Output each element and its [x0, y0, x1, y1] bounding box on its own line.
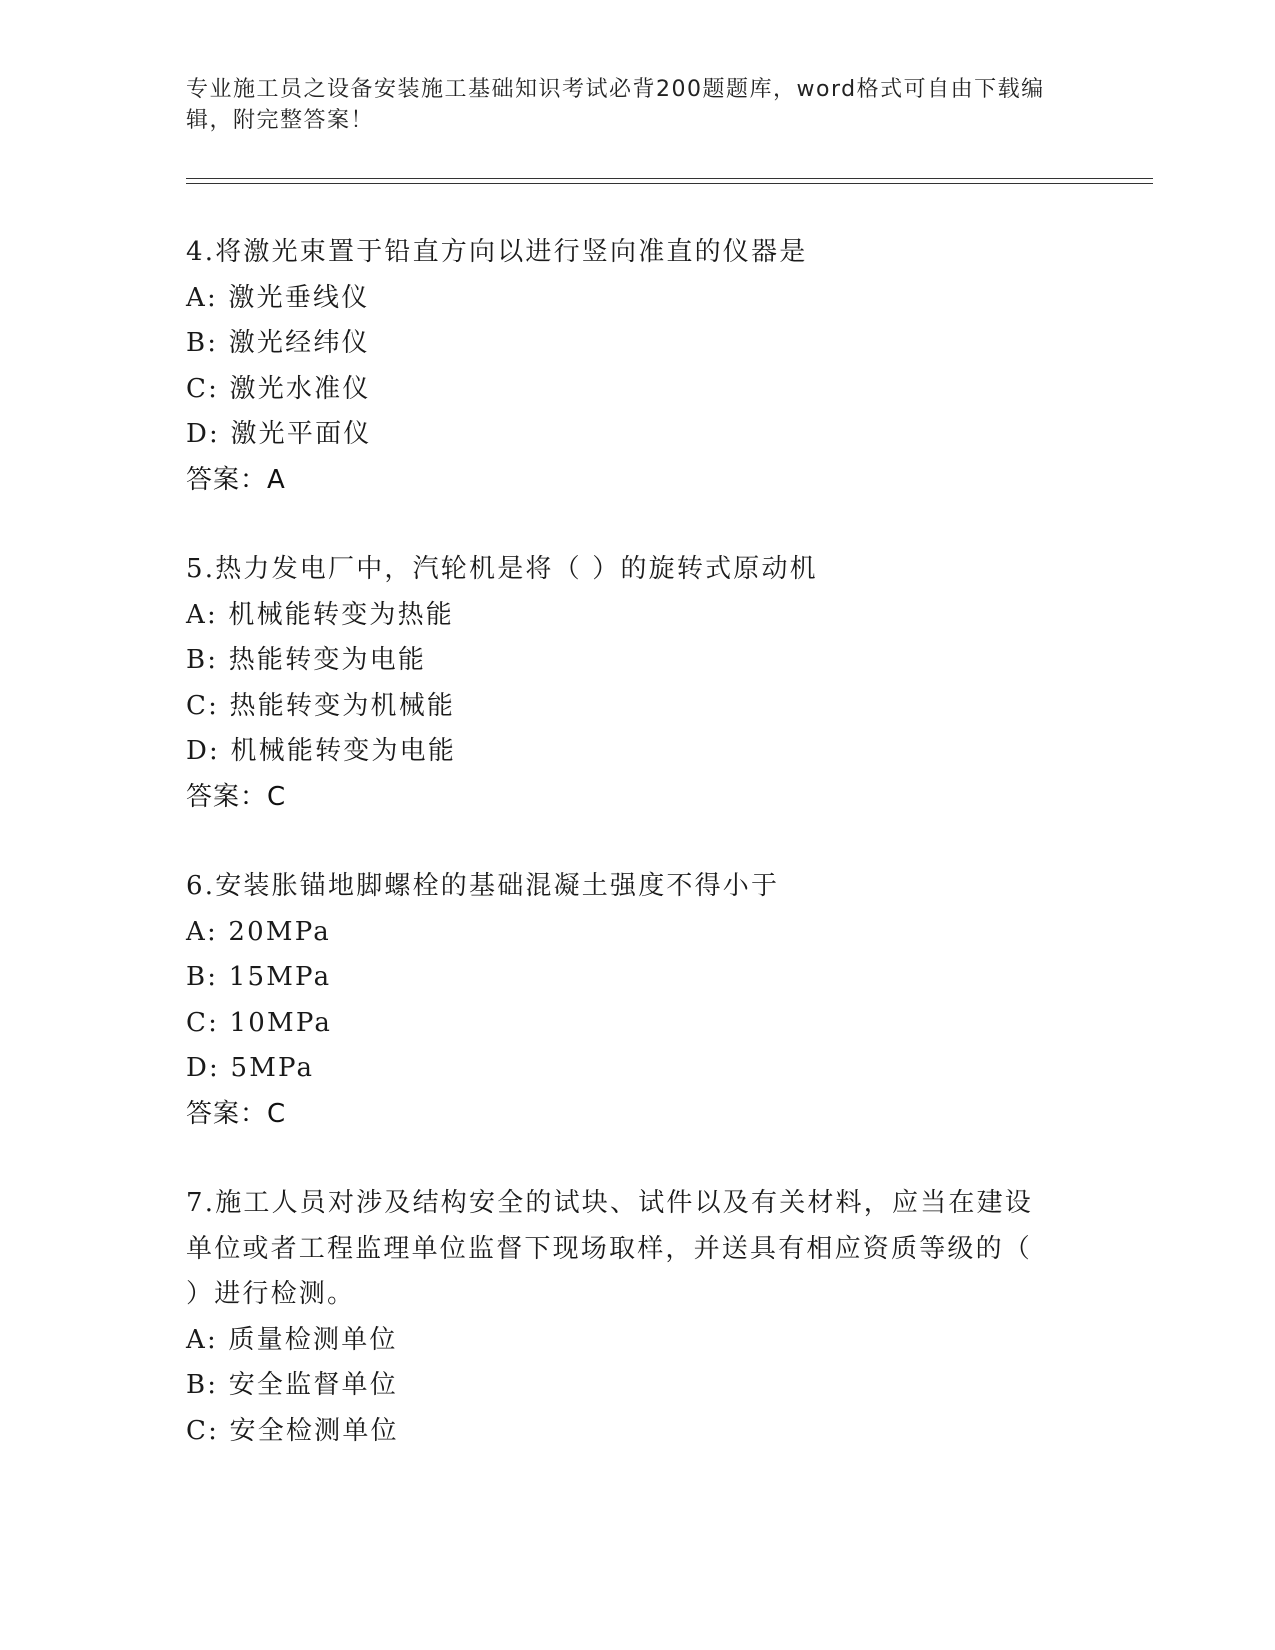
question-item — [186, 864, 1086, 1137]
option-b: B: 安全监督单位 — [186, 1370, 398, 1400]
option-c: C: 热能转变为机械能 — [186, 690, 456, 721]
question-list — [186, 230, 1086, 1498]
question-item — [186, 230, 1086, 503]
option-d: D: 激光平面仪 — [186, 419, 372, 449]
option-a: A: 机械能转变为热能 — [186, 599, 455, 630]
question-title: 4.将激光束置于铅直方向以进行竖向准直的仪器是 — [186, 237, 808, 267]
answer-label: 答案：C — [186, 1098, 287, 1129]
option-a: A: 激光垂线仪 — [186, 282, 370, 313]
option-b: B: 激光经纬仪 — [186, 328, 370, 358]
question-title: 5.热力发电厂中，汽轮机是将（ ）的旋转式原动机 — [186, 554, 818, 584]
option-b: B: 热能转变为电能 — [186, 645, 427, 675]
header-divider-bottom — [186, 183, 1153, 184]
option-a: A: 20MPa — [186, 916, 331, 947]
document-header: 专业施工员之设备安装施工基础知识考试必背200题题库，word格式可自由下载编辑，附完整答案！ — [186, 77, 1045, 133]
option-c: C: 激光水准仪 — [186, 373, 371, 404]
question-item — [186, 1181, 1086, 1454]
question-title: 6.安装胀锚地脚螺栓的基础混凝土强度不得小于 — [186, 871, 780, 901]
option-c: C: 安全检测单位 — [186, 1415, 399, 1446]
option-c: C: 10MPa — [186, 1007, 333, 1038]
option-d: D: 机械能转变为电能 — [186, 736, 457, 766]
question-title: 7.施工人员对涉及结构安全的试块、试件以及有关材料，应当在建设单位或者工程监理单位监督下现场取样，并送具有相应资质等级的（ ）进行检测。 — [186, 1188, 1034, 1309]
header-divider-top — [186, 178, 1153, 179]
option-b: B: 15MPa — [186, 962, 332, 992]
option-a: A: 质量检测单位 — [186, 1324, 398, 1355]
answer-label: 答案：A — [186, 464, 286, 495]
question-item — [186, 547, 1086, 820]
option-d: D: 5MPa — [186, 1053, 315, 1083]
answer-label: 答案：C — [186, 781, 287, 812]
